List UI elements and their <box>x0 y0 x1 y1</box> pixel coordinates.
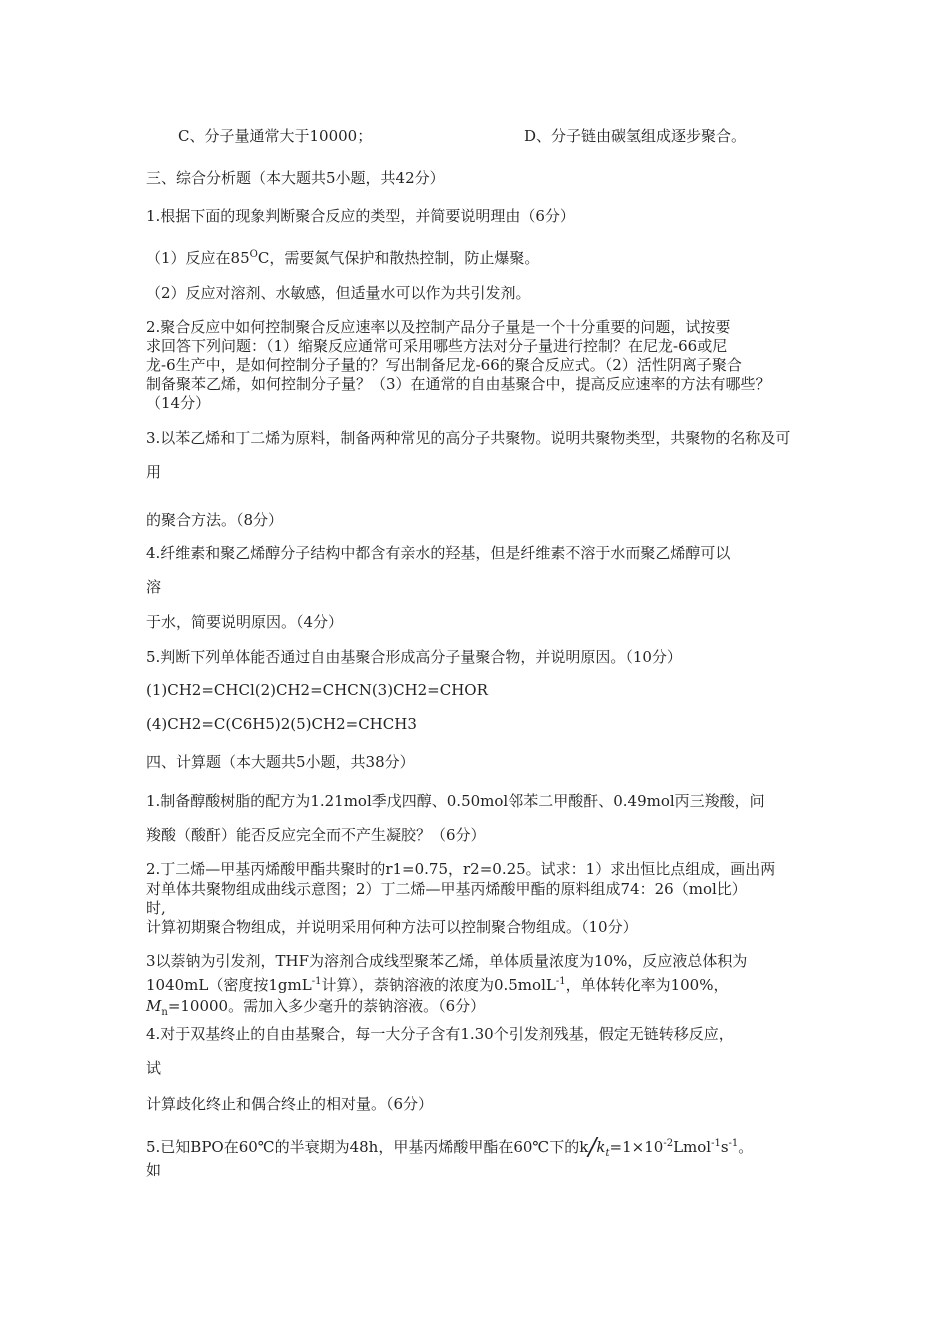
option-c: C、分子量通常大于10000； <box>178 127 373 145</box>
s4-q5-line2: 如 <box>146 1161 162 1179</box>
option-d: D、分子链由碳氢组成逐步聚合。 <box>524 127 747 145</box>
s4-q1-line1: 1.制备醇酸树脂的配方为1.21mol季戊四醇、0.50mol邻苯二甲酸酐、0.49mol丙三羧酸，问 <box>146 792 765 810</box>
s4-q3-line3: $M_n=10000$。需加入多少毫升的萘钠溶液。（6分） <box>146 997 486 1018</box>
s3-q2-line5: （14分） <box>146 394 211 412</box>
s3-q3-line1: 3.以苯乙烯和丁二烯为原料，制备两种常见的高分子共聚物。说明共聚物类型，共聚物的名称及可 <box>146 429 791 447</box>
s3-q3-line2: 用 <box>146 463 162 481</box>
s4-q5-line1: 5.已知BPO在60℃的半衰期为48h，甲基丙烯酸甲酯在60℃下的$k/k_t=1\times 10^{-2}Lmol^{-1}s^{-1}$。 <box>146 1133 754 1161</box>
s4-q4-line2: 试 <box>146 1059 162 1077</box>
s3-q4-line2: 溶 <box>146 578 162 596</box>
section4-heading: 四、计算题（本大题共5小题，共38分） <box>146 753 415 771</box>
s3-q2-line2: 求回答下列问题：（1）缩聚反应通常可采用哪些方法对分子量进行控制？在尼龙-66或尼 <box>146 337 728 355</box>
s3-q4-line3: 于水，简要说明原因。（4分） <box>146 613 344 631</box>
s3-q5-stem: 5.判断下列单体能否通过自由基聚合形成高分子量聚合物，并说明原因。（10分） <box>146 648 682 666</box>
s3-q2-line4: 制备聚苯乙烯，如何控制分子量？（3）在通常的自由基聚合中，提高反应速率的方法有哪些？ <box>146 375 771 393</box>
s4-q1-line2: 羧酸（酸酐）能否反应完全而不产生凝胶？（6分） <box>146 826 486 844</box>
s3-q5-monomers1: (1)CH2=CHCl(2)CH2=CHCN(3)CH2=CHOR <box>146 681 488 699</box>
s4-q3-line1: 3以萘钠为引发剂，THF为溶剂合成线型聚苯乙烯，单体质量浓度为10%，反应液总体积为 <box>146 952 748 970</box>
s4-q2-line4: 计算初期聚合物组成，并说明采用何种方法可以控制聚合物组成。（10分） <box>146 918 638 936</box>
s3-q1-stem: 1.根据下面的现象判断聚合反应的类型，并简要说明理由（6分） <box>146 207 575 225</box>
s4-q4-line3: 计算歧化终止和偶合终止的相对量。（6分） <box>146 1095 434 1113</box>
s3-q3-line3: 的聚合方法。（8分） <box>146 511 284 529</box>
s4-q3-line2: 1040mL（密度按1gmL$^{-1}$计算），萘钠溶液的浓度为0.5molL$^{-1}$，单体转化率为100%， <box>146 976 729 994</box>
s4-q2-line3: 时, <box>146 899 166 917</box>
s3-q2-line1: 2.聚合反应中如何控制聚合反应速率以及控制产品分子量是一个十分重要的问题，试按要 <box>146 318 731 336</box>
s3-q2-line3: 龙-6生产中，是如何控制分子量的？写出制备尼龙-66的聚合反应式。（2）活性阴离子聚合 <box>146 356 742 374</box>
section3-heading: 三、综合分析题（本大题共5小题，共42分） <box>146 169 445 187</box>
s4-q2-line2: 对单体共聚物组成曲线示意图；2）丁二烯—甲基丙烯酸甲酯的原料组成74：26（mol比） <box>146 880 747 898</box>
s3-q5-monomers2: (4)CH2=C(C6H5)2(5)CH2=CHCH3 <box>146 715 417 733</box>
s4-q2-line1: 2.丁二烯—甲基丙烯酸甲酯共聚时的r1=0.75，r2=0.25。试求：1）求出恒比点组成，画出两 <box>146 860 776 878</box>
s3-q4-line1: 4.纤维素和聚乙烯醇分子结构中都含有亲水的羟基，但是纤维素不溶于水而聚乙烯醇可以 <box>146 544 731 562</box>
s4-q4-line1: 4.对于双基终止的自由基聚合，每一大分子含有1.30个引发剂残基，假定无链转移反应， <box>146 1025 734 1043</box>
s3-q1-part2: （2）反应对溶剂、水敏感，但适量水可以作为共引发剂。 <box>146 284 531 302</box>
s3-q1-part1: （1）反应在$85^OC$，需要氮气保护和散热控制，防止爆聚。 <box>146 249 540 267</box>
